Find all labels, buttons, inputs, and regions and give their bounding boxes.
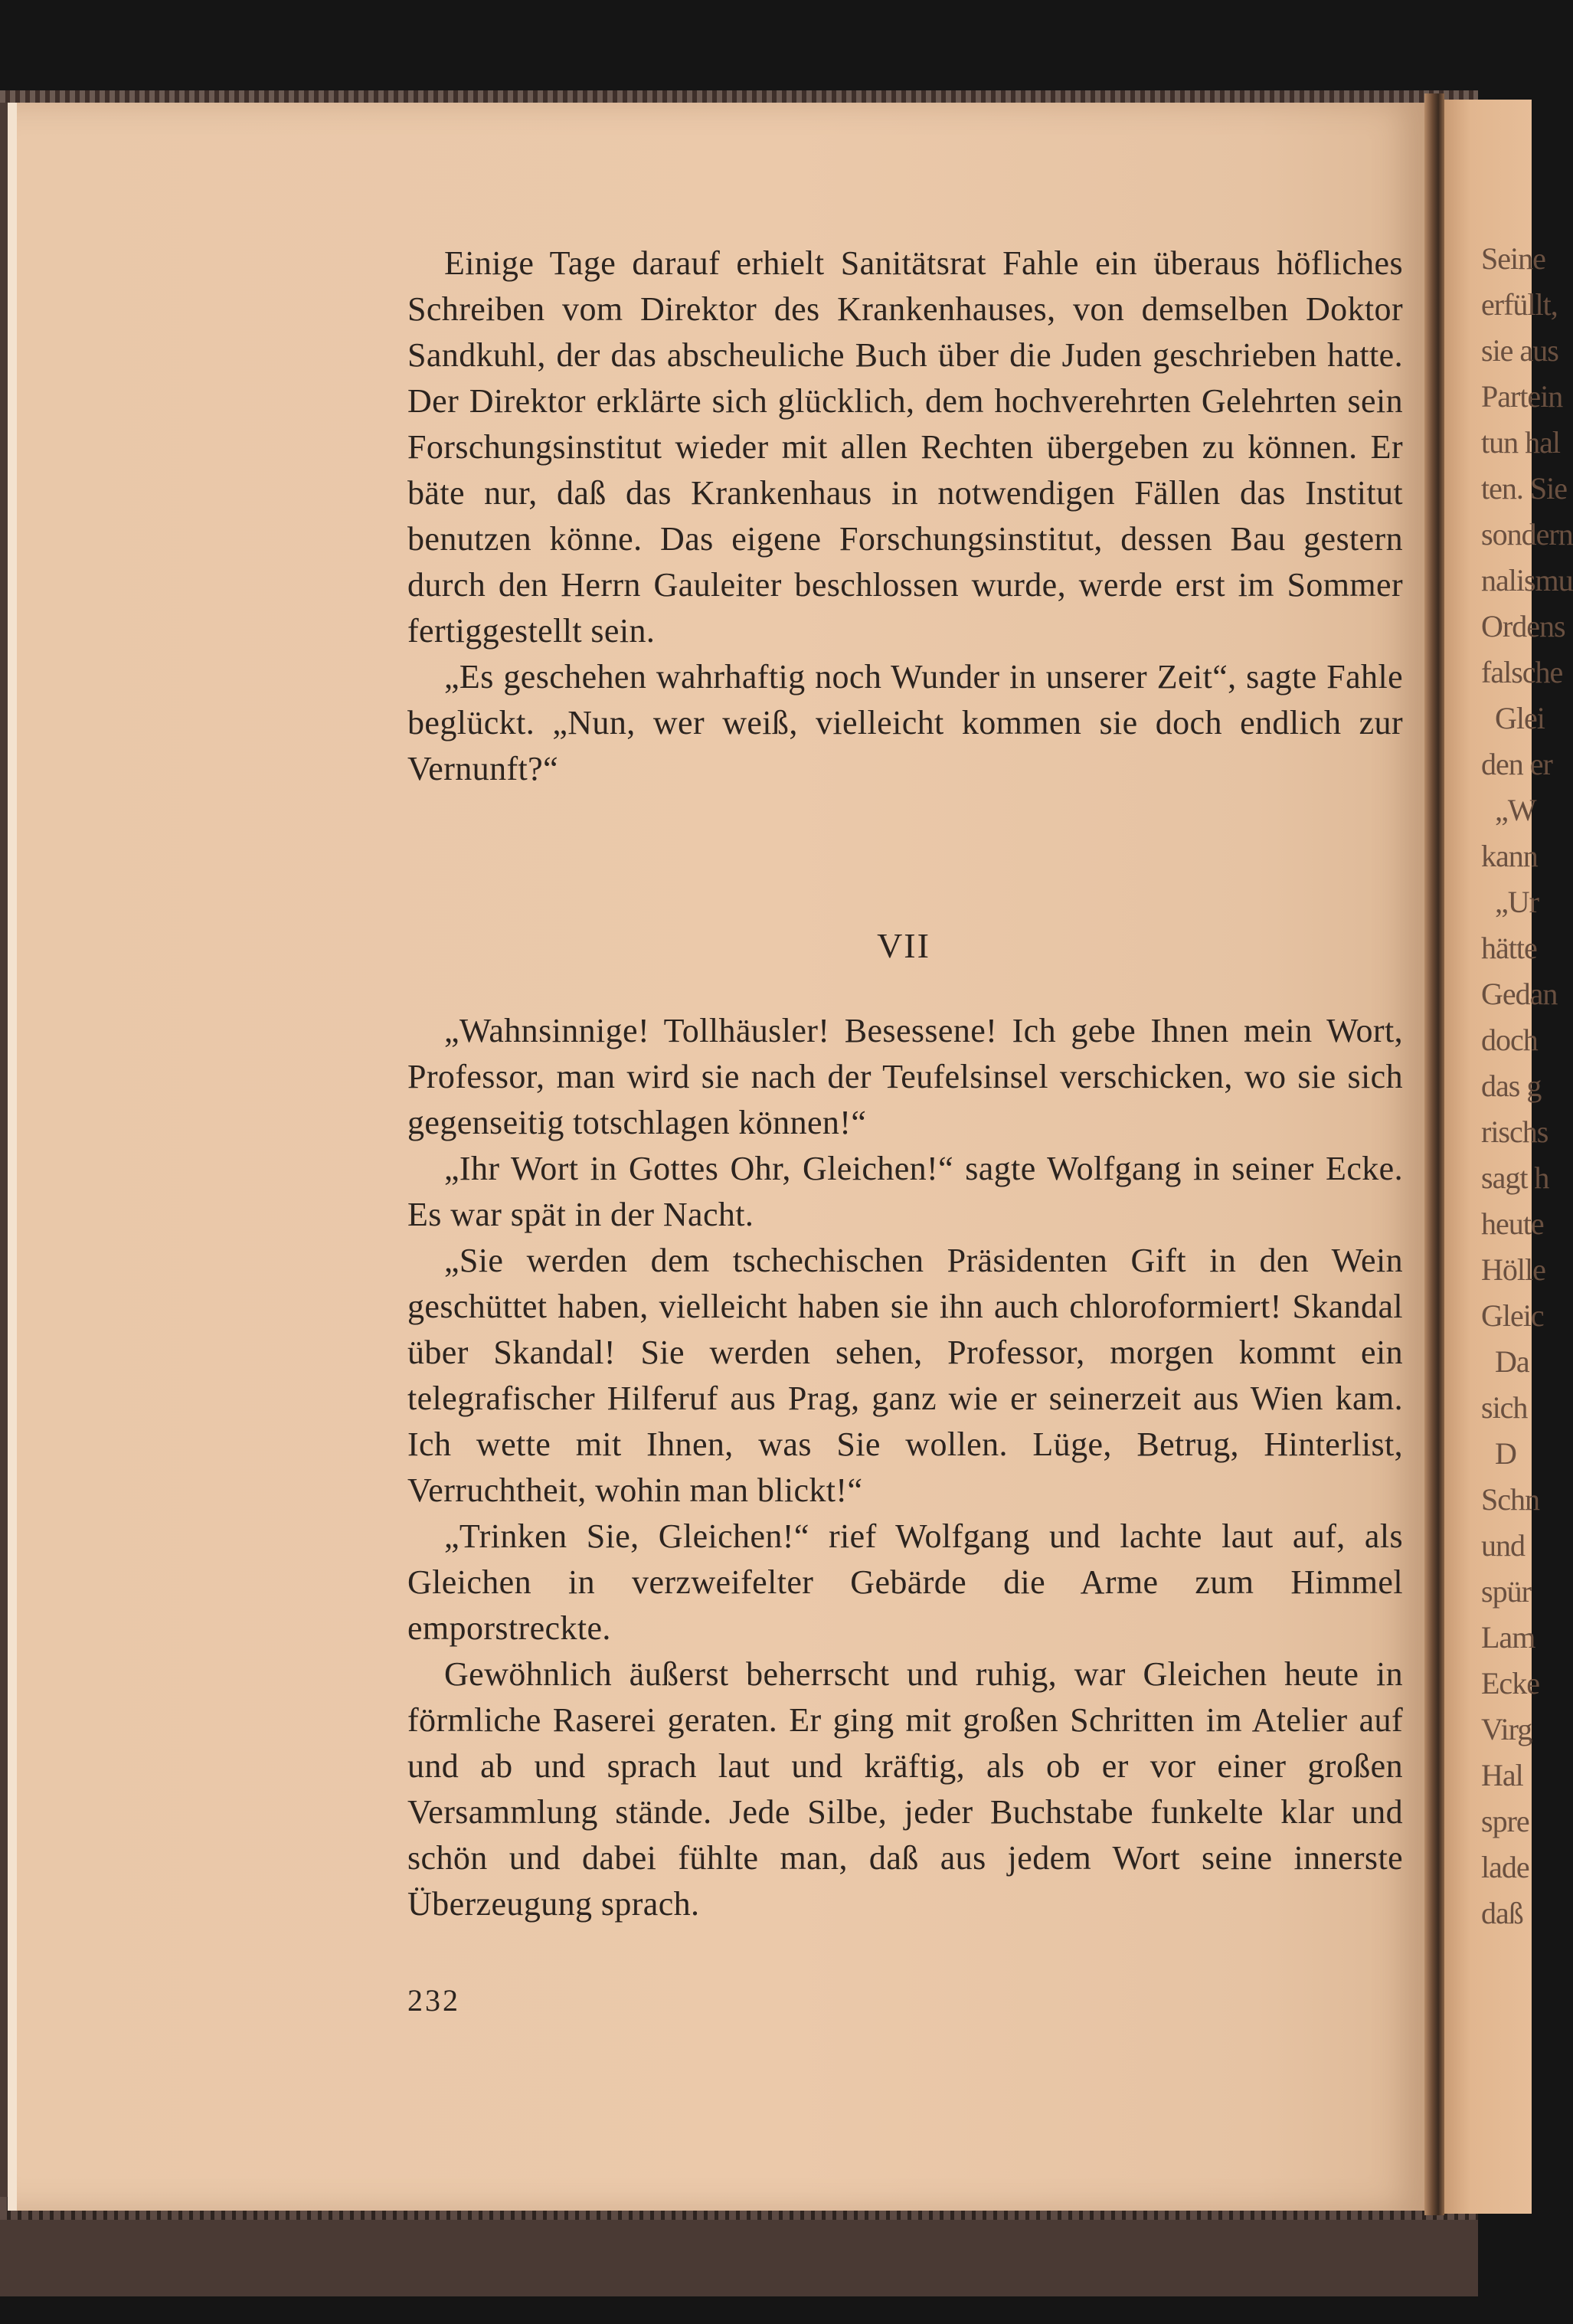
text-block-upper xyxy=(407,241,1403,792)
facing-page-line: Seine xyxy=(1481,241,1545,276)
facing-page-line: „W xyxy=(1495,793,1536,827)
facing-page-line: Lam xyxy=(1481,1620,1535,1655)
facing-page-line: doch xyxy=(1481,1023,1538,1057)
facing-page-line: heute xyxy=(1481,1206,1544,1241)
facing-page-line: „Ur xyxy=(1495,885,1539,919)
facing-page-line: und xyxy=(1481,1528,1525,1563)
page-number: 232 xyxy=(407,1983,460,2018)
paragraph: „Trinken Sie, Gleichen!“ rief Wolfgang und lachte laut auf, als Gleichen in verzweifelter Gebärde die Arme zum Himmel emporstreckte. xyxy=(407,1517,1403,1647)
facing-page-line: Gedan xyxy=(1481,977,1558,1011)
facing-page-line: Hölle xyxy=(1481,1252,1545,1287)
facing-page-line: tun hal xyxy=(1481,425,1560,460)
facing-page-line: nalismu xyxy=(1481,563,1573,597)
facing-page-line: kann xyxy=(1481,839,1538,873)
paragraph: „Ihr Wort in Gottes Ohr, Gleichen!“ sagte Wolfgang in seiner Ecke. Es war spät in der Nacht. xyxy=(407,1150,1403,1233)
paragraph: „Es geschehen wahrhaftig noch Wunder in unserer Zeit“, sagte Fahle beglückt. „Nun, wer weiß, vielleicht kommen sie doch endlich zur Vernunft?“ xyxy=(407,658,1403,787)
facing-page-line: Glei xyxy=(1495,701,1545,735)
facing-page-line: hätte xyxy=(1481,931,1537,965)
facing-page-line: Partein xyxy=(1481,379,1563,414)
facing-page-line: rischs xyxy=(1481,1115,1548,1149)
facing-page-line: sagt h xyxy=(1481,1160,1549,1195)
facing-page-line: Virg xyxy=(1481,1712,1532,1746)
paragraph: „Sie werden dem tschechischen Präsidenten Gift in den Wein geschüttet haben, vielleicht haben sie ihn auch chloroformiert! Skandal über Skandal! Sie werden sehen, Professor, morgen kommt ein telegrafischer Hilferuf aus Prag, ganz wie er seinerzeit aus Wien kam. Ich wette mit Ihnen, was Sie wollen. Lüge, Betrug, Hinterlist, Verruchtheit, wohin man blickt!“ xyxy=(407,1242,1403,1509)
page-outer-edge xyxy=(8,103,17,2211)
paragraph: Gewöhnlich äußerst beherrscht und ruhig, war Gleichen heute in förmliche Raserei geraten. Er ging mit großen Schritten im Atelier auf und ab und sprach laut und kräftig, als ob er vor einer großen Versammlung stände. Jede Silbe, jeder Buchstabe funkelte klar und schön und dabei fühlte man, daß aus jedem Wort seine innerste Überzeugung sprach. xyxy=(407,1655,1403,1923)
cover-top-edge xyxy=(0,90,1478,103)
paragraph: Einige Tage darauf erhielt Sanitätsrat Fahle ein überaus höfliches Schreiben vom Direktor des Krankenhauses, von demselben Doktor Sandkuhl, der das abscheuliche Buch über die Juden geschrieben hatte. Der Direktor erklärte sich glücklich, dem hochverehrten Gelehrten sein Forschungsinstitut wieder mit allen Rechten übergeben zu können. Er bäte nur, daß das Krankenhaus in notwendigen Fällen das Institut benutzen könne. Das eigene Forschungsinstitut, dessen Bau gestern durch den Herrn Gauleiter beschlossen wurde, werde erst im Sommer fertiggestellt sein. xyxy=(407,244,1403,650)
facing-page-line: daß xyxy=(1481,1896,1523,1930)
facing-page-line: Hal xyxy=(1481,1758,1523,1792)
facing-page-line: D xyxy=(1495,1436,1516,1471)
facing-page-line: spür xyxy=(1481,1574,1531,1609)
facing-page-line: sondern xyxy=(1481,517,1573,552)
paragraph: „Wahnsinnige! Tollhäusler! Besessene! Ich gebe Ihnen mein Wort, Professor, man wird sie nach der Teufelsinsel verschicken, wo sie sich gegenseitig totschlagen können!“ xyxy=(407,1012,1403,1141)
facing-page-line: spre xyxy=(1481,1804,1529,1838)
facing-page-line: Da xyxy=(1495,1344,1529,1379)
facing-page-line: Gleic xyxy=(1481,1298,1544,1333)
facing-page-line: ten. Sie xyxy=(1481,471,1567,506)
facing-page-line: Ordens xyxy=(1481,609,1565,643)
facing-page-line: sich xyxy=(1481,1390,1528,1425)
facing-page-line: den er xyxy=(1481,747,1552,781)
facing-page-line: Ecke xyxy=(1481,1666,1539,1700)
facing-page-line: Schn xyxy=(1481,1482,1539,1517)
facing-page xyxy=(1444,100,1573,2214)
chapter-heading: VII xyxy=(877,926,930,965)
facing-page-line: das g xyxy=(1481,1069,1542,1103)
facing-page-line: sie aus xyxy=(1481,333,1558,368)
book-gutter xyxy=(1424,93,1444,2215)
facing-page-line: falsche xyxy=(1481,655,1563,689)
text-block-lower xyxy=(407,1008,1403,1927)
facing-page-line: erfüllt, xyxy=(1481,287,1558,322)
facing-page-line: lade xyxy=(1481,1850,1529,1884)
